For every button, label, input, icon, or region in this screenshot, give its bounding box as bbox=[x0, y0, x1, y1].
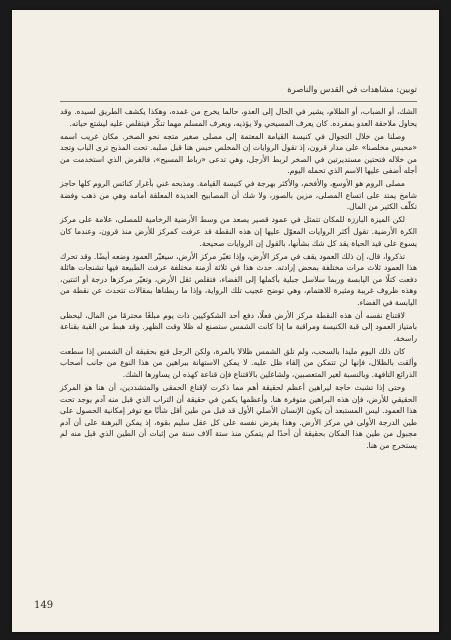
paragraph: تذكروا، قال، إن ذلك العمود يقف في مركز الأرض، وإذا تغيّر مركز الأرض، سيغيّر العمود وضعه أيضًا. وقد تحرك هذا العمود ثلاث مرات مختلفة بمحض إرادته. حدث هذا في ثلاثة أزمنة مختلفة عرفت الطبيعة فيها تشنجات هائلة دفعت كتلًا من اليابسة وربما سلاسل جبلية بأكملها إلى الفضاء، فتقلص ثقل الأرض، وتغيّر مركزها درجة أو اثنتين، وهذه ظروف غريبة ومثيرة للاهتمام، وهي توضح عجيب تلك الرواية، وإذا ما ربطناها بمقالات تتحدث عن نقطة من اليابسة في الفضاء. bbox=[60, 251, 417, 307]
paragraph: الشك، أو الضباب، أو الظلام، يشير في الحال إلى العدو، حالما يخرج من غمده، وهكذا يكشف الطريق لسيده. وقد يحاول ملاحقة العدو بمفرده. كان يعرف المسيحي ولا يؤذيه، ويعرف المسلم مهما تنكّر فيتقلص عليه ليشتع حياته. bbox=[60, 107, 417, 128]
paragraph: لكن الميزة البارزة للمكان تتمثل في عمود قصير يصعد من وسط الأرضية الرخامية للمصلى، علامة على مركز الكرة الأرضية. تقول أكثر الروايات المعوّل عليها إن هذه النقطة قد عرفت كمركز للأرض منذ قرون، وعندما كان يسوع على قيد الحياة يقد كل شك بشأنها، بالقول إن الروايات صحيحة. bbox=[60, 215, 417, 248]
book-page bbox=[12, 10, 439, 632]
paragraph: وصلنا من خلال التجوال في كنيسة القيامة المعتمة إلى مصلى صغير متجه نحو الصخر. مكان غريب اسمه «محبس مخلصنا» على مدار قرون، إذ تقول الروايات إن المخلص حبس هنا قبل صلبه. تحت المذبح ترى الباب وتجد من خلاله فتحتين مستديرتين في الصخر لربط الأرجل، وهي تدعى «رباط المسيح»، فالفرض الذي استخدمت من أجله أضفى عليها الاسم الذي تحمله اليوم. bbox=[60, 131, 417, 176]
running-header bbox=[60, 84, 417, 100]
paragraph: كان ذلك اليوم مليدا بالسحب، ولم تلق الشمس ظلالا بالمرة، ولكن الرجل قنع بحقيقة أن الشمس إذا سطعت وألقت بالظلال، فإنها لن تتمكن من إلقاء ظل عليه. لا يمكن الاستهانة ببراهين من هذا النوع من جانب أصحاب الذرائع التافهة. وبالنسبة لغير المتعصبين، ولشاغلين بالاقتناع فإن قناعة كهذه لن يساورها الشك. bbox=[60, 346, 417, 380]
paragraph: مصلى الروم هو الأوسع، والأفخم، والأكثر بهرجة في كنيسة القيامة. ومذبحه غني بأغرار كنائس الروم كلها حاجز شامخ يمتد على اتساع المصلى، مزين بالصور، ولا شك أن المصابيح العديدة المعلقة أمامه وهي من ذهب وفضة تكلّف الكثير من المال. bbox=[60, 179, 417, 212]
paragraph: وحتى إذا تشبث حاجة ليراهين أعظم لحقيقة أهم مما ذكرت لإقناع الحمقى والمتشددين، أن هنا هو المركز الحقيقي للأرض، فإن هذه البراهين متوفرة هنا. وأعظمها يكمن في حقيقة أن التراب الذي قبل منه آدم يوجد تحت هذا العمود. ليس المستبعد أن يكون الإنسان الأصلي الأول قد قبل من طين أقل شأنًا مع توفر إمكانية الحصول على طين الدرجة الأولى في مركز الأرض. وهذا يفرض نفسه على كل عقل سليم بقوة، إذ يمكن البرهنة على أن آدم مجبول من طين هذا المكان بحقيقة أن أحدًا لم يتمكن منذ ستة آلاف سنة من إثبات أن الطين الذي قبل منه لم يستخرج من هنا. bbox=[60, 383, 417, 450]
page-number: 149 bbox=[34, 600, 54, 611]
paragraph: لاقتناع نفسه أن هذه النقطة مركز الأرض فعلًا، دفع أحد الشكوكيين ذات يوم مبلغًا محترمًا من المال، ليحظى بامتياز العمود إلى قبة الكنيسة ومراقبة ما إذا كانت الشمس ستصنع له ظلا وقت الظهر. وقد هبط من القبة بقناعة راسخة. bbox=[60, 310, 417, 343]
header-title: توبين: مشاهدات في القدس والناصرة bbox=[287, 84, 417, 94]
header-rule bbox=[60, 101, 417, 102]
page-body bbox=[60, 106, 417, 453]
